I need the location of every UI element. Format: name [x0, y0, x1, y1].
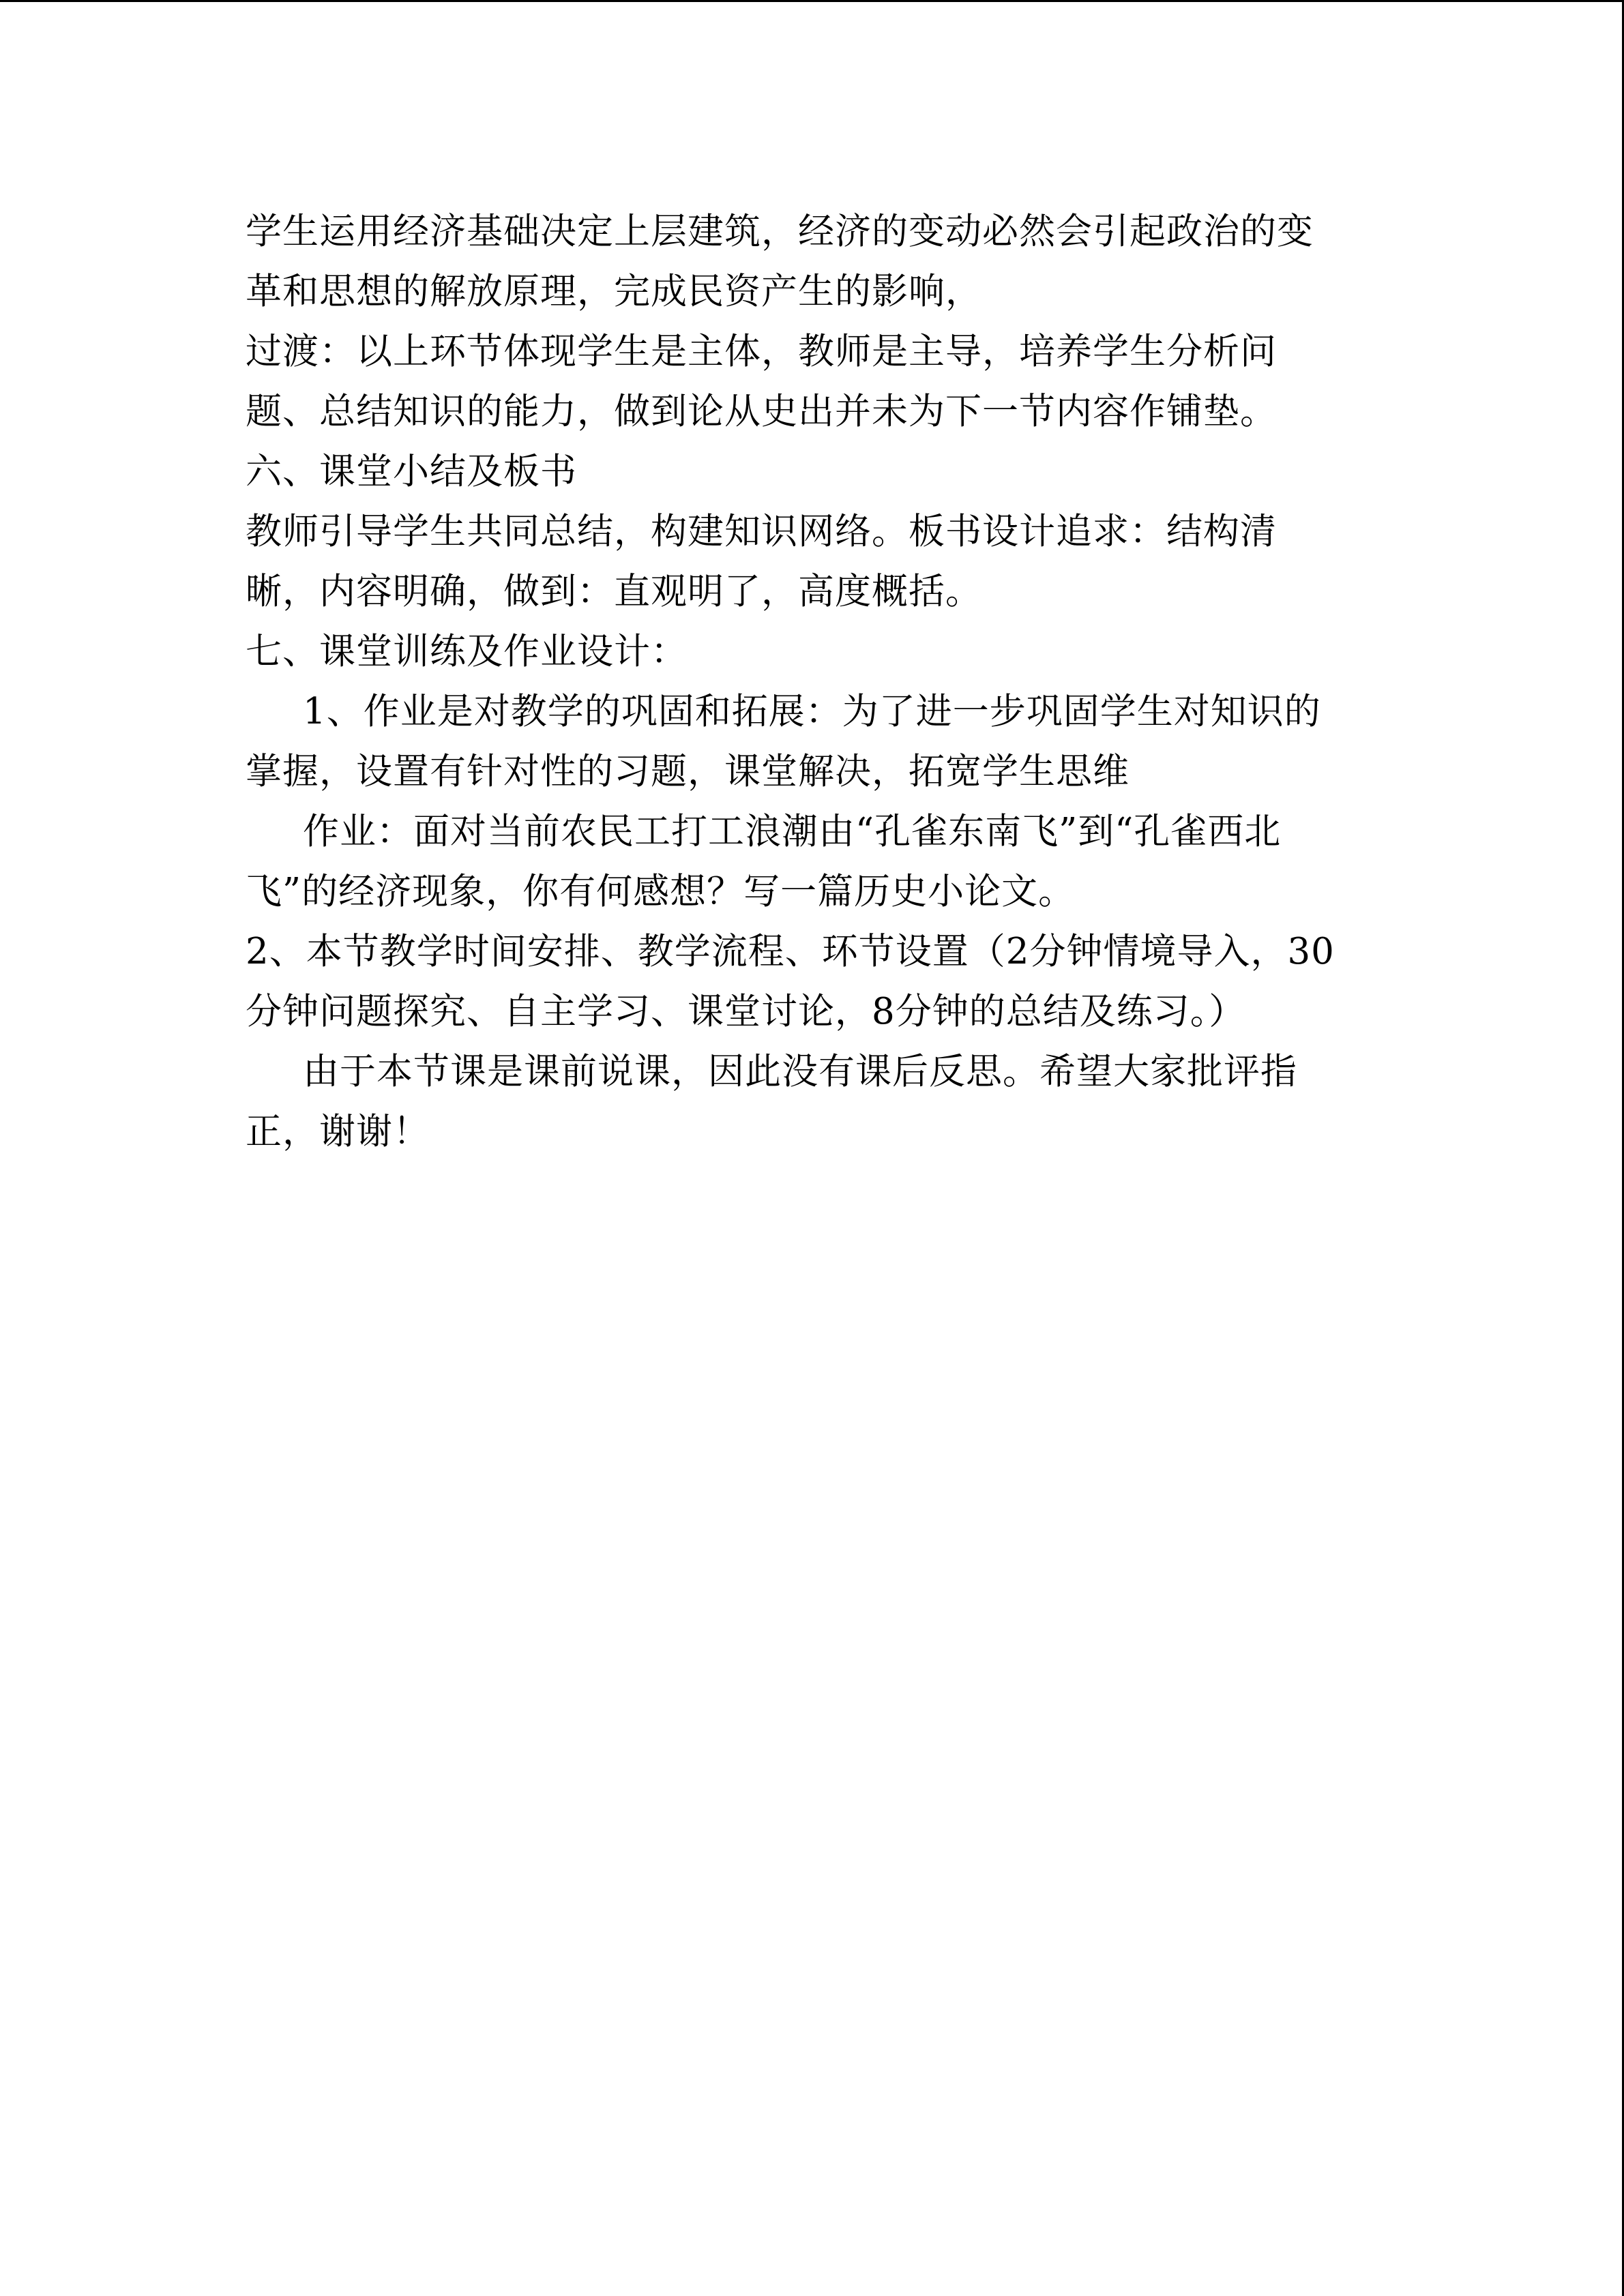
- list-item-2: 2、本节教学时间安排、教学流程、环节设置（2分钟情境导入，30: [246, 931, 1335, 972]
- paragraph-line: 教师引导学生共同总结，构建知识网络。板书设计追求：结构清: [246, 511, 1277, 552]
- document-body: [246, 202, 1378, 1162]
- paragraph-line: 学生运用经济基础决定上层建筑，经济的变动必然会引起政治的变: [246, 211, 1314, 252]
- paragraph-line: 革和思想的解放原理，完成民资产生的影响，: [246, 271, 982, 312]
- section-heading-summary: 六、课堂小结及板书: [246, 451, 577, 492]
- homework-line: 作业：面对当前农民工打工浪潮由“孔雀东南飞”到“孔雀西北: [303, 811, 1282, 852]
- section-heading-homework: 七、课堂训练及作业设计：: [246, 631, 688, 672]
- paragraph-line: 过渡：以上环节体现学生是主体，教师是主导，培养学生分析问: [246, 331, 1277, 372]
- page-top-border: [0, 0, 1624, 2]
- closing-line: 由于本节课是课前说课，因此没有课后反思。希望大家批评指: [303, 1051, 1297, 1092]
- paragraph-line: 飞”的经济现象，你有何感想？写一篇历史小论文。: [246, 871, 1076, 912]
- list-item-1: 1、作业是对教学的巩固和拓展：为了进一步巩固学生对知识的: [303, 691, 1321, 732]
- paragraph-line: 掌握，设置有针对性的习题，课堂解决，拓宽学生思维: [246, 751, 1130, 792]
- paragraph-line: 晰，内容明确，做到：直观明了，高度概括。: [246, 571, 982, 612]
- paragraph-line: 分钟问题探究、自主学习、课堂讨论，8分钟的总结及练习。）: [246, 991, 1246, 1032]
- paragraph-line: 正，谢谢！: [246, 1111, 430, 1152]
- paragraph-line: 题、总结知识的能力，做到论从史出并未为下一节内容作铺垫。: [246, 391, 1277, 432]
